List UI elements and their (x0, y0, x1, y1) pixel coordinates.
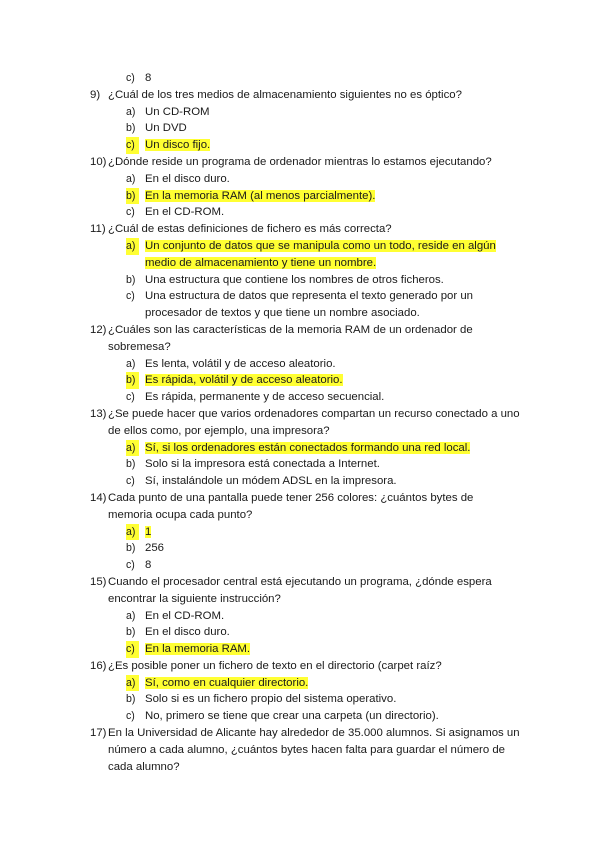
question-item (90, 574, 520, 608)
option-letter: c) (126, 391, 135, 404)
question-item (90, 490, 520, 524)
question-text: ¿Cuál de estas definiciones de fichero es más correcta? (108, 223, 392, 236)
option-text: En el disco duro. (145, 626, 230, 639)
option-letter: b) (126, 458, 136, 471)
question-text: ¿Se puede hacer que varios ordenadores compartan un recurso conectado a uno de ellos como, por ejemplo, una impresora? (108, 407, 520, 437)
question-text: ¿Dónde reside un programa de ordenador mientras lo estamos ejecutando? (108, 155, 492, 168)
option-letter: c) (126, 559, 135, 572)
option-letter: c) (126, 641, 139, 658)
question-text: ¿Es posible poner un fichero de texto en el directorio (carpet raíz? (108, 659, 442, 672)
question-text: Cada punto de una pantalla puede tener 256 colores: ¿cuántos bytes de memoria ocupa cada punto? (108, 491, 474, 521)
question-number: 10) (90, 155, 107, 168)
option-text: Es lenta, volátil y de acceso aleatorio. (145, 357, 336, 370)
option-letter: a) (126, 238, 139, 255)
option-item (90, 204, 520, 221)
question-item (90, 221, 520, 238)
option-item-correct (90, 440, 520, 457)
option-item-correct (90, 524, 520, 541)
question-number: 13) (90, 407, 107, 420)
option-item-correct (90, 238, 520, 272)
question-number: 17) (90, 727, 107, 740)
option-item (90, 70, 520, 87)
option-text: Es rápida, permanente y de acceso secuencial. (145, 391, 385, 404)
option-letter: a) (126, 172, 136, 185)
option-text: En el CD-ROM. (145, 206, 225, 219)
option-item (90, 691, 520, 708)
option-text-highlighted: 1 (145, 525, 152, 538)
option-text: Sí, instalándole un módem ADSL en la impresora. (145, 475, 397, 488)
option-item (90, 708, 520, 725)
question-number: 14) (90, 491, 107, 504)
question-text: ¿Cuáles son las características de la memoria RAM de un ordenador de sobremesa? (108, 323, 473, 353)
option-text-highlighted: Un disco fijo. (145, 139, 211, 152)
option-letter: b) (126, 188, 139, 205)
option-item-correct (90, 137, 520, 154)
option-letter: a) (126, 609, 136, 622)
option-text: Solo si es un fichero propio del sistema operativo. (145, 693, 397, 706)
option-letter: c) (126, 137, 139, 154)
question-item (90, 322, 520, 356)
option-letter: a) (126, 357, 136, 370)
option-item (90, 389, 520, 406)
option-item (90, 356, 520, 373)
question-text: ¿Cuál de los tres medios de almacenamiento siguientes no es óptico? (108, 88, 462, 101)
option-text: Un CD-ROM (145, 105, 210, 118)
option-text: Un DVD (145, 122, 187, 135)
option-letter: c) (126, 206, 135, 219)
question-item (90, 154, 520, 171)
option-letter: a) (126, 675, 139, 692)
question-item (90, 725, 520, 775)
option-letter: b) (126, 372, 139, 389)
question-number: 15) (90, 575, 107, 588)
question-item (90, 87, 520, 104)
option-text-highlighted: En la memoria RAM (al menos parcialmente). (145, 189, 376, 202)
option-letter: a) (126, 440, 139, 457)
option-text: Una estructura de datos que representa el texto generado por un procesador de textos y que tiene un nombre asociado. (145, 290, 474, 320)
option-letter: b) (126, 542, 136, 555)
option-item (90, 171, 520, 188)
option-letter: c) (126, 290, 135, 303)
option-letter: c) (126, 710, 135, 723)
option-item-correct (90, 675, 520, 692)
option-item-correct (90, 641, 520, 658)
option-item-correct (90, 188, 520, 205)
option-item (90, 272, 520, 289)
option-item (90, 288, 520, 322)
option-text: En el disco duro. (145, 172, 230, 185)
option-text-highlighted: Es rápida, volátil y de acceso aleatorio. (145, 374, 343, 387)
option-text-highlighted: Sí, si los ordenadores están conectados formando una red local. (145, 441, 471, 454)
option-letter: b) (126, 693, 136, 706)
option-item (90, 473, 520, 490)
option-item (90, 608, 520, 625)
question-list (90, 70, 520, 775)
option-text: 8 (145, 559, 152, 572)
option-text: 256 (145, 542, 165, 555)
option-letter: b) (126, 273, 136, 286)
option-item (90, 104, 520, 121)
option-letter: a) (126, 105, 136, 118)
option-text-highlighted: Un conjunto de datos que se manipula como un todo, reside en algún medio de almacenamiento y tiene un nombre. (145, 239, 496, 269)
option-letter: c) (126, 72, 135, 84)
question-item (90, 658, 520, 675)
option-letter: b) (126, 626, 136, 639)
option-item (90, 624, 520, 641)
option-text: 8 (145, 72, 152, 84)
question-text: En la Universidad de Alicante hay alrededor de 35.000 alumnos. Si asignamos un número a cada alumno, ¿cuántos bytes hacen falta para guardar el número de cada alumno? (108, 727, 520, 773)
question-number: 11) (90, 223, 106, 236)
option-letter: a) (126, 524, 139, 541)
option-item (90, 557, 520, 574)
option-letter: b) (126, 122, 136, 135)
option-text: Solo si la impresora está conectada a Internet. (145, 458, 380, 471)
option-item (90, 456, 520, 473)
question-number: 12) (90, 323, 107, 336)
option-text: Una estructura que contiene los nombres de otros ficheros. (145, 273, 444, 286)
option-item-correct (90, 372, 520, 389)
option-letter: c) (126, 475, 135, 488)
option-item (90, 540, 520, 557)
option-text-highlighted: Sí, como en cualquier directorio. (145, 676, 309, 689)
option-text-highlighted: En la memoria RAM. (145, 643, 251, 656)
option-text: No, primero se tiene que crear una carpeta (un directorio). (145, 710, 439, 723)
question-item (90, 406, 520, 440)
question-text: Cuando el procesador central está ejecutando un programa, ¿dónde espera encontrar la siguiente instrucción? (108, 575, 492, 605)
question-number: 9) (90, 88, 101, 101)
question-number: 16) (90, 659, 107, 672)
option-text: En el CD-ROM. (145, 609, 225, 622)
option-item (90, 120, 520, 137)
